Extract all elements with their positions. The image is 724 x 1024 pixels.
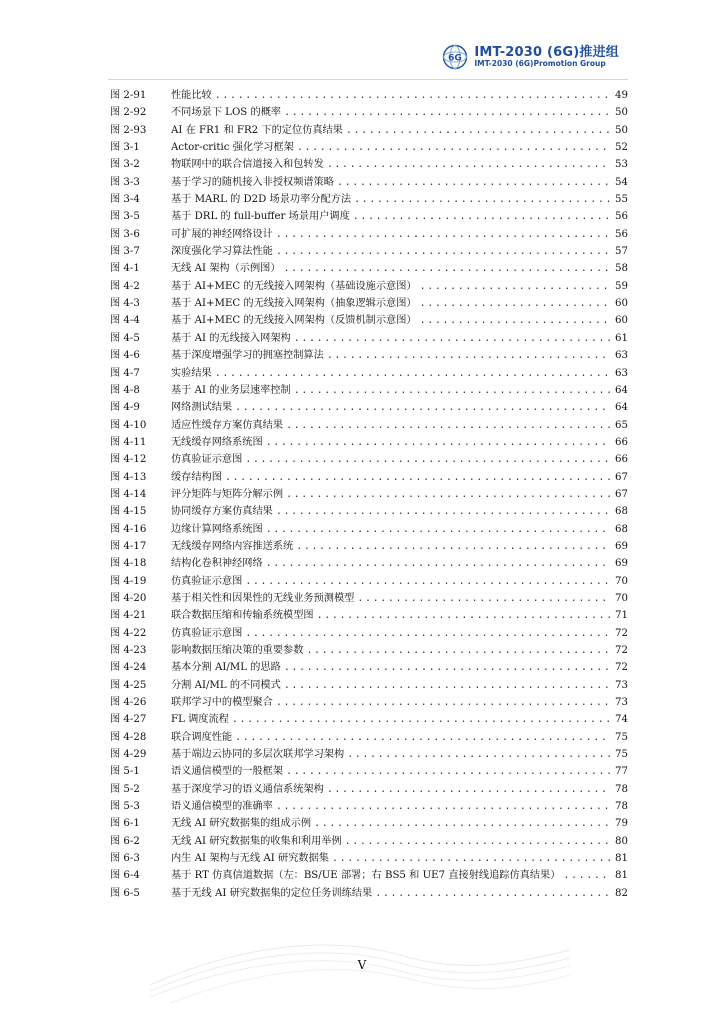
dot-leader <box>420 312 611 329</box>
figure-number: 图 6-2 <box>110 835 140 847</box>
toc-entry[interactable] <box>110 191 628 208</box>
toc-entry[interactable] <box>110 711 628 728</box>
dot-leader <box>276 798 611 815</box>
figure-number: 图 6-3 <box>110 853 140 865</box>
figure-number: 图 4-24 <box>110 662 147 674</box>
page-ref: 73 <box>615 697 628 709</box>
toc-entry[interactable] <box>110 243 628 260</box>
page-ref: 53 <box>615 159 628 171</box>
figure-number: 图 4-9 <box>110 402 140 414</box>
toc-entry[interactable] <box>110 815 628 832</box>
figure-number: 图 2-93 <box>110 124 147 136</box>
page-ref: 58 <box>615 263 628 275</box>
page-ref: 54 <box>615 176 628 188</box>
dot-leader <box>266 521 611 538</box>
toc-entry[interactable] <box>110 729 628 746</box>
figure-title: 物联网中的联合信道接入和包转发 <box>171 159 324 171</box>
figure-title: 基于 AI+MEC 的无线接入网架构（抽象逻辑示意图） <box>171 298 417 310</box>
figure-number: 图 4-16 <box>110 523 147 535</box>
page-ref: 81 <box>615 870 628 882</box>
toc-entry[interactable] <box>110 156 628 173</box>
figure-title: 联合调度性能 <box>171 731 233 743</box>
toc-entry[interactable] <box>110 503 628 520</box>
figure-number: 图 4-13 <box>110 471 147 483</box>
toc-entry[interactable] <box>110 278 628 295</box>
figure-title: 影响数据压缩决策的重要参数 <box>171 645 304 656</box>
dot-leader <box>276 226 611 243</box>
dot-leader <box>357 590 611 607</box>
toc-entry[interactable] <box>110 867 628 884</box>
page-ref: 72 <box>615 645 628 656</box>
page-ref: 64 <box>615 402 628 414</box>
dot-leader <box>245 573 611 590</box>
toc-entry[interactable] <box>110 382 628 399</box>
toc-entry[interactable] <box>110 885 628 902</box>
figure-number: 图 4-17 <box>110 540 147 552</box>
figure-number: 图 2-91 <box>110 90 147 101</box>
dot-leader <box>286 763 611 780</box>
figure-number: 图 3-3 <box>110 176 140 188</box>
figure-number: 图 6-1 <box>110 818 140 830</box>
toc-entry[interactable] <box>110 659 628 676</box>
figure-title: 分割 AI/ML 的不同模式 <box>171 679 281 691</box>
page-ref: 61 <box>615 332 628 344</box>
dot-leader <box>327 781 611 798</box>
dot-leader <box>276 503 611 520</box>
toc-entry[interactable] <box>110 781 628 798</box>
figure-list <box>110 87 628 902</box>
page-ref: 49 <box>615 90 628 101</box>
toc-entry[interactable] <box>110 451 628 468</box>
page-ref: 70 <box>615 575 628 587</box>
dot-leader <box>266 434 611 451</box>
figure-title: 基本分割 AI/ML 的思路 <box>171 662 281 674</box>
page-ref: 59 <box>615 280 628 292</box>
figure-title: 基于深度增强学习的拥塞控制算法 <box>171 350 324 362</box>
header-logo <box>442 44 619 70</box>
dot-leader <box>286 417 611 434</box>
figure-title: 结构化卷积神经网络 <box>171 558 263 570</box>
figure-title: 缓存结构图 <box>171 471 222 483</box>
dot-leader <box>420 278 611 295</box>
toc-entry[interactable] <box>110 573 628 590</box>
page-ref: 75 <box>615 749 628 761</box>
dot-leader <box>215 365 611 382</box>
toc-entry[interactable] <box>110 365 628 382</box>
figure-number: 图 4-22 <box>110 627 147 639</box>
dot-leader <box>284 260 611 277</box>
page-ref: 79 <box>615 818 628 830</box>
figure-title: 协同缓存方案仿真结果 <box>171 506 273 518</box>
figure-title: 基于 AI 的业务层速率控制 <box>171 384 291 396</box>
page-ref: 65 <box>615 419 628 431</box>
figure-number: 图 4-1 <box>110 263 140 275</box>
toc-entry[interactable] <box>110 763 628 780</box>
figure-number: 图 4-8 <box>110 384 140 396</box>
page-ref: 80 <box>615 835 628 847</box>
dot-leader <box>296 538 611 555</box>
figure-title: 无线 AI 研究数据集的组成示例 <box>171 818 312 830</box>
toc-entry[interactable] <box>110 538 628 555</box>
figure-number: 图 3-4 <box>110 194 140 206</box>
figure-title: 基于 RT 仿真信道数据（左：BS/UE 部署；右 BS5 和 UE7 直接射线追踪仿真结果） <box>171 870 561 882</box>
toc-entry[interactable] <box>110 625 628 642</box>
figure-title: 语义通信模型的准确率 <box>171 801 273 813</box>
figure-number: 图 4-12 <box>110 454 147 466</box>
page-ref: 57 <box>615 246 628 258</box>
figure-title: 实验结果 <box>171 367 212 379</box>
page-ref: 67 <box>615 488 628 500</box>
dot-leader <box>354 191 611 208</box>
toc-entry[interactable] <box>110 833 628 850</box>
figure-title: 适应性缓存方案仿真结果 <box>171 419 284 431</box>
figure-number: 图 4-10 <box>110 419 147 431</box>
toc-entry[interactable] <box>110 590 628 607</box>
page-ref: 68 <box>615 523 628 535</box>
page-ref: 56 <box>615 228 628 240</box>
figure-title: 基于相关性和因果性的无线业务预测模型 <box>171 592 355 604</box>
figure-number: 图 4-3 <box>110 298 140 310</box>
figure-title: 基于学习的随机接入非授权频谱策略 <box>171 176 334 188</box>
figure-title: 内生 AI 架构与无线 AI 研究数据集 <box>171 853 329 865</box>
page-ref: 74 <box>615 714 628 726</box>
figure-number: 图 4-29 <box>110 749 147 761</box>
figure-title: 无线 AI 研究数据集的收集和利用举例 <box>171 835 342 847</box>
figure-title: 深度强化学习算法性能 <box>171 246 273 258</box>
toc-entry[interactable] <box>110 208 628 225</box>
dot-leader <box>347 746 611 763</box>
figure-number: 图 4-26 <box>110 697 147 709</box>
page-ref: 73 <box>615 679 628 691</box>
figure-number: 图 6-4 <box>110 870 140 882</box>
dot-leader <box>276 694 611 711</box>
figure-number: 图 3-1 <box>110 142 140 154</box>
figure-number: 图 4-4 <box>110 315 140 327</box>
dot-leader <box>245 625 611 642</box>
figure-title: 无线缓存网络内容推送系统 <box>171 540 294 552</box>
figure-title: 边缘计算网络系统图 <box>171 523 263 535</box>
toc-entry[interactable] <box>110 174 628 191</box>
page-ref: 64 <box>615 384 628 396</box>
figure-number: 图 4-7 <box>110 367 140 379</box>
page-ref: 75 <box>615 731 628 743</box>
svg-text:6G: 6G <box>448 53 463 64</box>
page-ref: 63 <box>615 367 628 379</box>
logo-text <box>474 46 619 68</box>
page-ref: 78 <box>615 801 628 813</box>
dot-leader <box>284 677 611 694</box>
toc-entry[interactable] <box>110 104 628 121</box>
page-ref: 55 <box>615 194 628 206</box>
page-ref: 66 <box>615 436 628 448</box>
dot-leader <box>327 347 611 364</box>
dot-leader <box>306 642 611 659</box>
figure-title: 仿真验证示意图 <box>171 454 243 466</box>
dot-leader <box>245 451 611 468</box>
figure-title: 无线缓存网络系统图 <box>171 436 263 448</box>
figure-title: 不同场景下 LOS 的概率 <box>171 107 282 119</box>
figure-title: 性能比较 <box>171 90 212 101</box>
dot-leader <box>284 659 611 676</box>
figure-number: 图 3-6 <box>110 228 140 240</box>
toc-entry[interactable] <box>110 295 628 312</box>
figure-number: 图 4-2 <box>110 280 140 292</box>
toc-entry[interactable] <box>110 694 628 711</box>
page-ref: 56 <box>615 211 628 223</box>
toc-entry[interactable] <box>110 607 628 624</box>
toc-entry[interactable] <box>110 122 628 139</box>
toc-entry[interactable] <box>110 486 628 503</box>
toc-entry[interactable] <box>110 434 628 451</box>
figure-number: 图 4-6 <box>110 350 140 362</box>
dot-leader <box>286 486 611 503</box>
page-ref: 71 <box>615 610 628 622</box>
toc-entry[interactable] <box>110 260 628 277</box>
figure-number: 图 3-5 <box>110 211 140 223</box>
figure-title: 基于无线 AI 研究数据集的定位任务训练结果 <box>171 887 373 899</box>
figure-title: 基于 AI+MEC 的无线接入网架构（反馈机制示意图） <box>171 315 417 327</box>
dot-leader <box>420 295 611 312</box>
page-ref: 69 <box>615 540 628 552</box>
toc-entry[interactable] <box>110 226 628 243</box>
toc-entry[interactable] <box>110 312 628 329</box>
toc-entry[interactable] <box>110 850 628 867</box>
figure-number: 图 4-23 <box>110 645 147 656</box>
page-ref: 60 <box>615 315 628 327</box>
page-ref: 70 <box>615 592 628 604</box>
toc-entry[interactable] <box>110 139 628 156</box>
dot-leader <box>294 382 611 399</box>
page-ref: 78 <box>615 783 628 795</box>
page-number: V <box>357 958 367 972</box>
figure-title: 基于深度学习的语义通信系统架构 <box>171 783 324 795</box>
figure-number: 图 4-25 <box>110 679 147 691</box>
page-ref: 72 <box>615 662 628 674</box>
page-ref: 50 <box>615 124 628 136</box>
toc-entry[interactable] <box>110 798 628 815</box>
page-ref: 82 <box>615 887 628 899</box>
figure-title: 基于 DRL 的 full-buffer 场景用户调度 <box>171 211 350 223</box>
page-ref: 72 <box>615 627 628 639</box>
figure-number: 图 4-20 <box>110 592 147 604</box>
figure-title: 仿真验证示意图 <box>171 627 243 639</box>
toc-entry[interactable] <box>110 555 628 572</box>
header-divider <box>108 79 628 80</box>
figure-title: 基于 AI+MEC 的无线接入网架构（基础设施示意图） <box>171 280 417 292</box>
figure-title: 基于端边云协同的多层次联邦学习架构 <box>171 749 345 761</box>
dot-leader <box>327 156 611 173</box>
dot-leader <box>337 174 611 191</box>
toc-entry[interactable] <box>110 87 628 104</box>
figure-title: AI 在 FR1 和 FR2 下的定位仿真结果 <box>171 124 343 136</box>
figure-number: 图 4-19 <box>110 575 147 587</box>
figure-title: 基于 MARL 的 D2D 场景功率分配方法 <box>171 194 352 206</box>
figure-number: 图 3-2 <box>110 159 140 171</box>
figure-title: FL 调度流程 <box>171 714 229 726</box>
toc-entry[interactable] <box>110 642 628 659</box>
figure-number: 图 4-18 <box>110 558 147 570</box>
figure-number: 图 4-14 <box>110 488 147 500</box>
dot-leader <box>297 139 611 156</box>
page-ref: 67 <box>615 471 628 483</box>
figure-title: 仿真验证示意图 <box>171 575 243 587</box>
figure-number: 图 4-11 <box>110 436 147 448</box>
toc-entry[interactable] <box>110 677 628 694</box>
dot-leader <box>353 208 611 225</box>
toc-entry[interactable] <box>110 330 628 347</box>
figure-title: 网络测试结果 <box>171 402 233 414</box>
dot-leader <box>314 815 611 832</box>
page-ref: 52 <box>615 142 628 154</box>
figure-title: 基于 AI 的无线接入网架构 <box>171 332 291 344</box>
page-ref: 77 <box>615 766 628 778</box>
figure-number: 图 2-92 <box>110 107 147 119</box>
toc-entry[interactable] <box>110 746 628 763</box>
toc-entry[interactable] <box>110 347 628 364</box>
page-ref: 60 <box>615 298 628 310</box>
dot-leader <box>235 399 611 416</box>
dot-leader <box>317 607 611 624</box>
figure-title: 联合数据压缩和传输系统模型图 <box>171 610 314 622</box>
dot-leader <box>375 885 611 902</box>
dot-leader <box>345 833 611 850</box>
dot-leader <box>232 711 611 728</box>
toc-entry[interactable] <box>110 521 628 538</box>
logo-title: IMT-2030 (6G)推进组 <box>474 45 619 61</box>
page-ref: 81 <box>615 853 628 865</box>
dot-leader <box>276 243 611 260</box>
figure-number: 图 5-2 <box>110 783 140 795</box>
page-ref: 50 <box>615 107 628 119</box>
dot-leader <box>346 122 611 139</box>
logo-subtitle: IMT-2030 (6G)Promotion Group <box>474 58 606 68</box>
dot-leader <box>266 555 611 572</box>
figure-title: Actor-critic 强化学习框架 <box>171 142 294 154</box>
figure-title: 评分矩阵与矩阵分解示例 <box>171 488 284 500</box>
figure-number: 图 4-27 <box>110 714 147 726</box>
dot-leader <box>563 867 611 884</box>
figure-title: 联邦学习中的模型聚合 <box>171 697 273 709</box>
dot-leader <box>225 469 611 486</box>
figure-number: 图 4-21 <box>110 610 147 622</box>
figure-number: 图 5-1 <box>110 766 140 778</box>
page-ref: 66 <box>615 454 628 466</box>
toc-entry[interactable] <box>110 469 628 486</box>
figure-number: 图 4-15 <box>110 506 147 518</box>
page-ref: 69 <box>615 558 628 570</box>
dot-leader <box>235 729 611 746</box>
dot-leader <box>332 850 611 867</box>
toc-entry[interactable] <box>110 399 628 416</box>
figure-number: 图 3-7 <box>110 246 140 258</box>
figure-title: 无线 AI 架构（示例图） <box>171 263 281 275</box>
figure-title: 可扩展的神经网络设计 <box>171 228 273 240</box>
page-ref: 68 <box>615 506 628 518</box>
figure-title: 语义通信模型的一般框架 <box>171 766 284 778</box>
toc-entry[interactable] <box>110 417 628 434</box>
figure-number: 图 4-5 <box>110 332 140 344</box>
dot-leader <box>294 330 611 347</box>
figure-number: 图 5-3 <box>110 801 140 813</box>
figure-number: 图 6-5 <box>110 887 140 899</box>
dot-leader <box>284 104 611 121</box>
6g-globe-icon <box>442 44 468 70</box>
dot-leader <box>215 87 611 104</box>
page-ref: 63 <box>615 350 628 362</box>
figure-number: 图 4-28 <box>110 731 147 743</box>
